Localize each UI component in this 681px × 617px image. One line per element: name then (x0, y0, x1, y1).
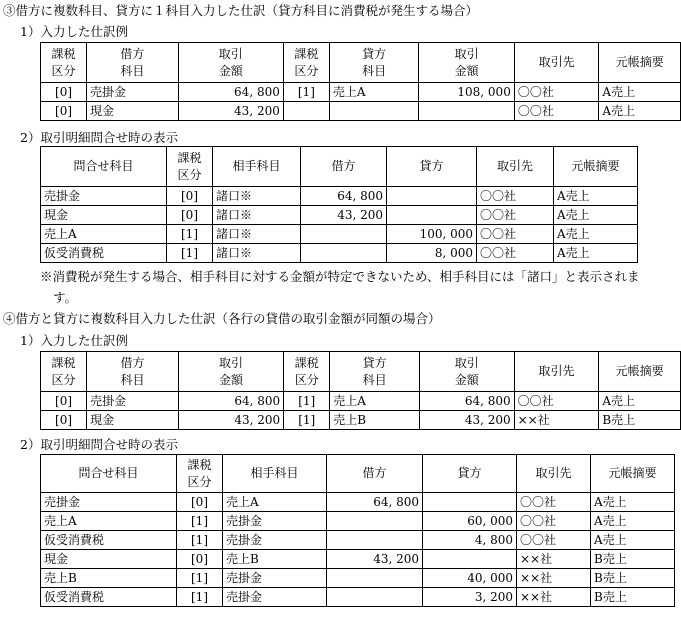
table-cell: 43, 200 (327, 550, 423, 569)
table-cell: [1] (284, 392, 330, 411)
table-cell: 売上A (329, 83, 419, 102)
table-cell: 64, 800 (178, 83, 283, 102)
table-cell: 諸口※ (213, 225, 301, 244)
table-cell: 43, 200 (178, 411, 283, 430)
table-cell: A売上 (599, 392, 681, 411)
table-row (41, 512, 675, 531)
column-header-text: 元帳摘要 (571, 159, 620, 173)
column-header (599, 352, 681, 392)
table-cell (387, 187, 477, 206)
column-header (423, 455, 517, 493)
table-row (41, 569, 675, 588)
column-header-text: 取引 (454, 355, 479, 370)
table-cell: A売上 (599, 83, 681, 102)
column-header-text: 相手科目 (232, 159, 281, 173)
table-cell: 売掛金 (223, 588, 327, 607)
table-cell: [1] (177, 569, 223, 588)
column-header-text: 取引先 (538, 364, 575, 378)
table-cell (423, 493, 517, 512)
table-cell: ××社 (517, 569, 591, 588)
column-header-text: 借方 (120, 46, 145, 61)
column-header (223, 455, 327, 493)
table-cell (327, 588, 423, 607)
table-cell: [0] (177, 493, 223, 512)
section3-note-line2: す。 (53, 290, 78, 305)
table-cell (301, 244, 387, 263)
table-cell: 現金 (41, 206, 167, 225)
table-cell: A売上 (591, 493, 675, 512)
column-header-text: 科目 (120, 372, 145, 387)
table-cell: 売上A (330, 392, 420, 411)
header-row (41, 147, 638, 187)
table-cell: 現金 (87, 411, 179, 430)
table-cell: B売上 (591, 550, 675, 569)
column-header (177, 455, 223, 493)
column-header (167, 147, 213, 187)
table-cell: A売上 (591, 512, 675, 531)
table-row (41, 588, 675, 607)
table-cell: 100, 000 (387, 225, 477, 244)
table-cell: 43, 200 (301, 206, 387, 225)
table-cell (327, 531, 423, 550)
table-row (41, 225, 638, 244)
column-header-text: 科目 (120, 63, 145, 78)
column-header-text: 区分 (51, 372, 76, 387)
table-cell: 売掛金 (87, 83, 179, 102)
table-cell: 諸口※ (213, 187, 301, 206)
table-cell: 売上A (223, 493, 327, 512)
table-row (41, 206, 638, 225)
column-header-text: 元帳摘要 (615, 364, 664, 378)
section3-sub2: 2）取引明細問合せ時の表示 (20, 130, 178, 145)
table-cell: A売上 (554, 187, 638, 206)
table-cell: B売上 (591, 588, 675, 607)
column-header (387, 147, 477, 187)
column-header-text: 元帳摘要 (615, 55, 664, 69)
column-header-text: 貸方 (362, 355, 387, 370)
table-cell: A売上 (591, 531, 675, 550)
table-cell: ××社 (517, 588, 591, 607)
column-header-text: 金額 (454, 63, 479, 78)
table-cell: 仮受消費税 (41, 244, 167, 263)
table-cell: A売上 (599, 102, 681, 121)
table-cell: 〇〇社 (514, 102, 599, 121)
column-header-text: 区分 (294, 63, 319, 78)
column-header (514, 43, 599, 83)
table-cell: 売掛金 (223, 531, 327, 550)
header-row (41, 43, 681, 83)
section3-heading: ③借方に複数科目、貸方に１科目入力した仕訳（貸方科目に消費税が発生する場合） (3, 3, 479, 18)
table-cell: [1] (283, 83, 329, 102)
table-row (41, 392, 681, 411)
table-cell: 諸口※ (213, 244, 301, 263)
table-cell: [1] (177, 588, 223, 607)
table-cell: [0] (41, 83, 87, 102)
column-header-text: 区分 (187, 474, 212, 489)
header-row (41, 455, 675, 493)
table-cell: [0] (167, 187, 213, 206)
column-header (213, 147, 301, 187)
table-cell (327, 512, 423, 531)
table-cell (329, 102, 419, 121)
column-header-text: 取引先 (535, 466, 572, 480)
table-cell: 64, 800 (327, 493, 423, 512)
section4-sub1: 1）入力した仕訳例 (20, 333, 128, 348)
column-header (599, 43, 681, 83)
table-cell: [1] (177, 512, 223, 531)
column-header (41, 352, 87, 392)
column-header-text: 金額 (218, 63, 243, 78)
column-header-text: 課税 (187, 457, 212, 472)
table-cell: 〇〇社 (477, 206, 554, 225)
column-header-text: 区分 (294, 372, 319, 387)
table-cell: ××社 (514, 411, 599, 430)
column-header-text: 貸方 (362, 46, 387, 61)
table-cell: 〇〇社 (517, 493, 591, 512)
column-header-text: 取引 (219, 355, 244, 370)
table-cell: 64, 800 (178, 392, 283, 411)
table-cell: 〇〇社 (514, 83, 599, 102)
table-cell: [1] (177, 531, 223, 550)
table-cell: [0] (41, 411, 87, 430)
table-cell: 諸口※ (213, 206, 301, 225)
table-cell: 8, 000 (387, 244, 477, 263)
column-header (419, 352, 514, 392)
table-cell: 売上B (223, 550, 327, 569)
table-cell: 売上B (41, 569, 177, 588)
column-header (178, 43, 283, 83)
table-cell: A売上 (554, 244, 638, 263)
column-header-text: 相手科目 (250, 466, 299, 480)
section4-entry-table (40, 351, 681, 430)
table-cell: [1] (167, 225, 213, 244)
column-header-text: 課税 (51, 46, 76, 61)
table-cell (423, 550, 517, 569)
table-row (41, 550, 675, 569)
section4-heading: ④借方と貸方に複数科目入力した仕訳（各行の貸借の取引金額が同額の場合） (3, 311, 441, 326)
table-cell: 売掛金 (223, 569, 327, 588)
table-cell: [1] (284, 411, 330, 430)
column-header (41, 455, 177, 493)
section3-sub1: 1）入力した仕訳例 (20, 24, 128, 39)
column-header-text: 区分 (177, 167, 202, 182)
column-header (301, 147, 387, 187)
table-cell: 〇〇社 (477, 244, 554, 263)
table-cell: B売上 (591, 569, 675, 588)
table-cell: A売上 (554, 206, 638, 225)
table-cell: [0] (41, 392, 87, 411)
column-header-text: 元帳摘要 (608, 466, 657, 480)
table-cell (283, 102, 329, 121)
section3-note-line1: ※消費税が発生する場合、相手科目に対する金額が特定できないため、相手科目には「諸口」と表示されま (40, 269, 640, 284)
column-header (514, 352, 599, 392)
table-cell: 〇〇社 (477, 187, 554, 206)
table-cell: 現金 (87, 102, 179, 121)
table-cell (387, 206, 477, 225)
column-header (591, 455, 675, 493)
table-row (41, 531, 675, 550)
table-cell: 40, 000 (423, 569, 517, 588)
section3-entry-table (40, 42, 681, 121)
table-cell: ××社 (517, 550, 591, 569)
column-header-text: 貸方 (419, 159, 444, 173)
table-cell: 〇〇社 (517, 512, 591, 531)
table-cell: 売掛金 (87, 392, 179, 411)
column-header (419, 43, 514, 83)
table-cell: 売上A (41, 512, 177, 531)
table-cell: [0] (167, 206, 213, 225)
table-cell (419, 102, 514, 121)
table-cell: [0] (41, 102, 87, 121)
column-header-text: 借方 (331, 159, 356, 173)
column-header (517, 455, 591, 493)
column-header-text: 課税 (294, 46, 319, 61)
column-header-text: 貸方 (457, 466, 482, 480)
column-header-text: 区分 (51, 63, 76, 78)
table-row (41, 83, 681, 102)
column-header-text: 課税 (51, 355, 76, 370)
column-header (178, 352, 283, 392)
table-cell: 仮受消費税 (41, 531, 177, 550)
table-row (41, 102, 681, 121)
column-header-text: 借方 (362, 466, 387, 480)
column-header (330, 352, 420, 392)
column-header (477, 147, 554, 187)
table-cell: 108, 000 (419, 83, 514, 102)
column-header-text: 課税 (294, 355, 319, 370)
column-header (283, 43, 329, 83)
column-header-text: 問合せ科目 (73, 159, 134, 173)
column-header-text: 科目 (362, 372, 387, 387)
column-header-text: 科目 (362, 63, 387, 78)
table-cell: 現金 (41, 550, 177, 569)
table-cell: A売上 (554, 225, 638, 244)
column-header-text: 問合せ科目 (78, 466, 139, 480)
table-cell: [1] (167, 244, 213, 263)
table-row (41, 244, 638, 263)
table-cell: 64, 800 (301, 187, 387, 206)
table-cell: 〇〇社 (477, 225, 554, 244)
table-cell: 43, 200 (419, 411, 514, 430)
column-header (87, 43, 179, 83)
section4-sub2: 2）取引明細問合せ時の表示 (20, 437, 178, 452)
table-cell: 売上A (41, 225, 167, 244)
column-header-text: 金額 (219, 372, 244, 387)
table-row (41, 411, 681, 430)
column-header-text: 課税 (177, 150, 202, 165)
table-cell: 〇〇社 (514, 392, 599, 411)
table-cell: 売掛金 (41, 493, 177, 512)
table-row (41, 493, 675, 512)
column-header-text: 取引先 (538, 55, 575, 69)
column-header (284, 352, 330, 392)
table-cell (327, 569, 423, 588)
section3-detail-table (40, 146, 638, 263)
table-cell: [0] (177, 550, 223, 569)
table-row (41, 187, 638, 206)
table-cell: 仮受消費税 (41, 588, 177, 607)
column-header (41, 43, 87, 83)
column-header (87, 352, 179, 392)
table-cell: 43, 200 (178, 102, 283, 121)
section4-detail-table (40, 454, 675, 607)
column-header (329, 43, 419, 83)
column-header-text: 金額 (454, 372, 479, 387)
table-cell: 売上B (330, 411, 420, 430)
column-header-text: 借方 (120, 355, 145, 370)
column-header-text: 取引先 (496, 159, 533, 173)
column-header-text: 取引 (218, 46, 243, 61)
column-header (41, 147, 167, 187)
table-cell: 〇〇社 (517, 531, 591, 550)
table-cell: 売掛金 (223, 512, 327, 531)
header-row (41, 352, 681, 392)
table-cell: 60, 000 (423, 512, 517, 531)
table-cell: 4, 800 (423, 531, 517, 550)
table-cell: B売上 (599, 411, 681, 430)
column-header-text: 取引 (454, 46, 479, 61)
table-cell: 64, 800 (419, 392, 514, 411)
table-cell (301, 225, 387, 244)
column-header (554, 147, 638, 187)
table-cell: 売掛金 (41, 187, 167, 206)
table-cell: 3, 200 (423, 588, 517, 607)
column-header (327, 455, 423, 493)
